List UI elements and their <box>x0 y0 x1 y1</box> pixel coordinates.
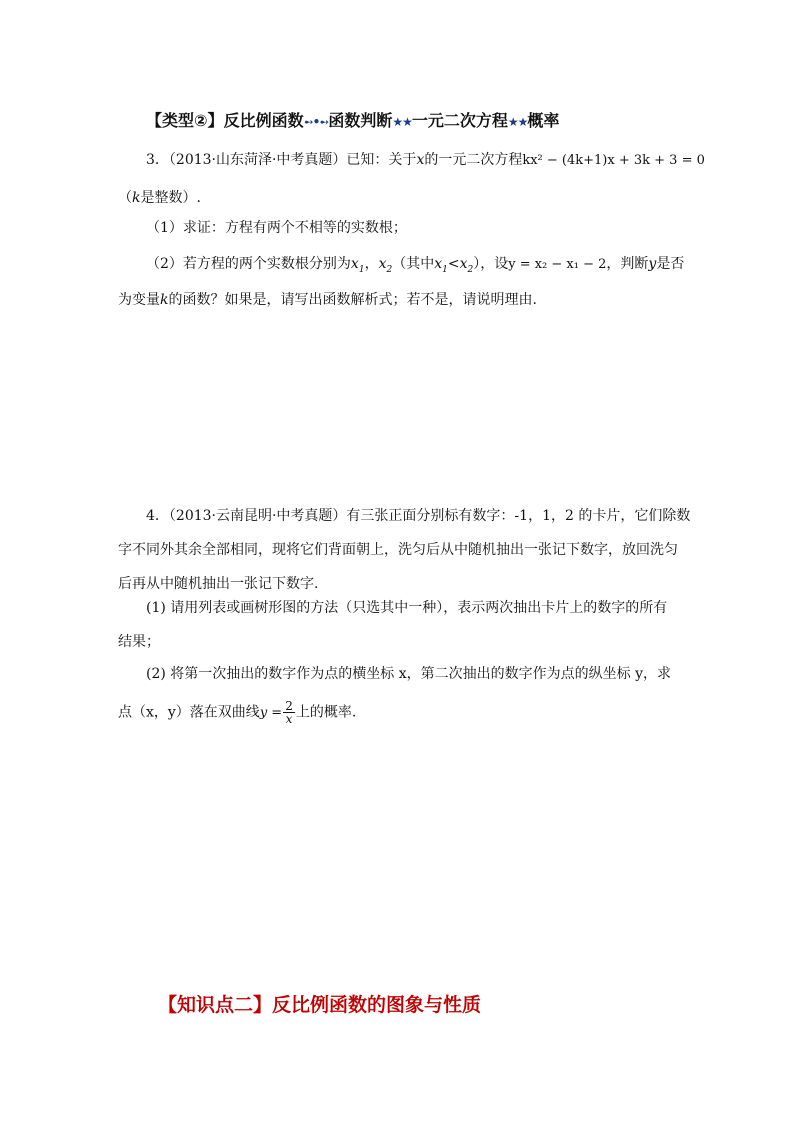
knowledge-point-title: 【知识点二】反比例函数的图象与性质 <box>158 994 482 1016</box>
q3-line2: （k是整数）. <box>118 190 201 206</box>
q3-equation: kx² − (4k+1)x + 3k + 3 = 0 <box>522 153 705 168</box>
q3-sub2: （2）若方程的两个实数根分别为$x_1$，$x_2$（其中$x_1<x_2$），设y = x₂ − x₁ − 2，判断y是否 <box>146 256 685 275</box>
section-type-heading <box>146 108 559 131</box>
q3-line1: 3．（2013·山东菏泽·中考真题）已知：关于x的一元二次方程kx² − (4k+1)x + 3k + 3 = 0 <box>146 152 705 168</box>
section-type-bracket: 【类型②】 <box>146 111 224 130</box>
section-type-part3: 一元二次方程 <box>411 111 508 130</box>
q3-sub1: （1）求证：方程有两个不相等的实数根； <box>146 220 407 236</box>
section-type-part1: 反比例函数 <box>223 111 304 130</box>
q3-y-definition: y = x₂ − x₁ − 2 <box>508 257 607 272</box>
hyperbola-fraction: $\frac{2}{x}$ <box>285 699 293 726</box>
q4-sub1-a: (1) 请用列表或画树形图的方法（只选其中一种），表示两次抽出卡片上的数字的所有 <box>146 600 668 616</box>
star-icon: ★★ <box>507 115 528 129</box>
link-icon: ➻•➻ <box>303 115 329 129</box>
q3-line5: 为变量k的函数？如果是，请写出函数解析式；若不是，请说明理由. <box>118 292 537 308</box>
q4-sub2-b: 点（x，y）落在双曲线y = $\frac{2}{x}$ 上的概率. <box>118 699 357 726</box>
q4-sub2-a: (2) 将第一次抽出的数字作为点的横坐标 x，第二次抽出的数字作为点的纵坐标 y，求 <box>146 666 671 682</box>
q4-line2: 字不同外其余全部相同，现将它们背面朝上，洗匀后从中随机抽出一张记下数字，放回洗匀 <box>118 542 678 558</box>
q4-sub1-b: 结果； <box>118 634 160 650</box>
section-type-part4: 概率 <box>527 111 560 130</box>
star-icon: ★★ <box>392 115 412 129</box>
q4-line1: 4．（2013·云南昆明·中考真题）有三张正面分别标有数字：-1，1，2 的卡片，它们除数 <box>146 508 691 524</box>
q4-line3: 后再从中随机抽出一张记下数字. <box>118 576 319 592</box>
section-type-part2: 函数判断 <box>328 111 393 130</box>
